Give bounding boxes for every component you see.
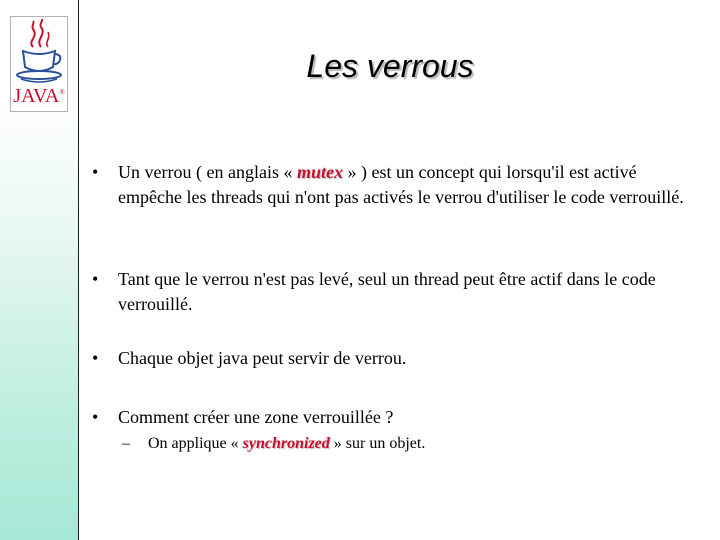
bullet-dot: • [92, 407, 99, 427]
sub-bullet-dash: – [122, 435, 130, 452]
bullet-item-mutex: • Un verrou ( en anglais « mutex » ) est un concept qui lorsqu'il est activé empêche les threads qui n'ont pas activés le verrou d'utiliser le code verrouillé. [92, 162, 684, 207]
bullet-item-lock-not-released: • Tant que le verrou n'est pas levé, seul un thread peut être actif dans le code verrouillé. [92, 269, 656, 314]
coffee-cup-icon [11, 17, 67, 87]
slide-title: Les verrous [306, 48, 474, 84]
sub-bullet-synchronized: – On applique « synchronized » sur un objet. [122, 433, 425, 455]
bullet-dot: • [92, 269, 99, 289]
left-sidebar [0, 0, 79, 540]
bullet-dot: • [92, 348, 99, 368]
bullet-item-how-to: • Comment créer une zone verrouillée ? [92, 405, 393, 430]
java-logo-text: JAVA® [13, 85, 65, 107]
java-logo [10, 16, 68, 112]
mutex-keyword: mutex [296, 162, 343, 182]
synchronized-keyword: synchronized [242, 435, 330, 452]
bullet-item-any-object: • Chaque objet java peut servir de verrou. [92, 346, 406, 371]
bullet-dot: • [92, 162, 99, 182]
